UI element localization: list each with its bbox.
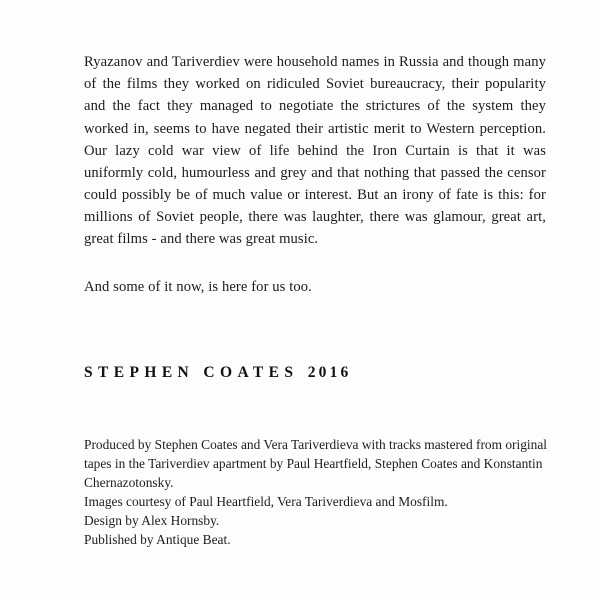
closing-paragraph: And some of it now, is here for us too.	[84, 278, 312, 295]
credit-publisher: Published by Antique Beat.	[84, 531, 231, 547]
credit-images: Images courtesy of Paul Heartfield, Vera Tariverdieva and Mosfilm.	[84, 493, 448, 509]
credit-production: Produced by Stephen Coates and Vera Tariverdieva with tracks mastered from original tapes in the Tariverdiev apartment by Paul Heartfield, Stephen Coates and Konstantin Chernazotonsky.	[84, 436, 548, 490]
credits-block	[84, 435, 554, 549]
signature	[84, 364, 544, 382]
signature-name: STEPHEN COATES	[84, 363, 299, 381]
credit-design: Design by Alex Hornsby.	[84, 512, 220, 528]
notes-body	[84, 51, 546, 298]
main-paragraph: Ryazanov and Tariverdiev were household names in Russia and though many of the films they worked on ridiculed Soviet bureaucracy, their popularity and the fact they managed to negotiate the strictures of the system they worked in, seems to have negated their artistic merit to Western perception. Our lazy cold war view of life behind the Iron Curtain is that it was uniformly cold, humourless and grey and that nothing that passed the censor could possibly be of much value or interest. But an irony of fate is this: for millions of Soviet people, there was laughter, there was glamour, great art, great films - and there was great music.	[84, 54, 546, 248]
signature-year: 2016	[307, 363, 352, 381]
